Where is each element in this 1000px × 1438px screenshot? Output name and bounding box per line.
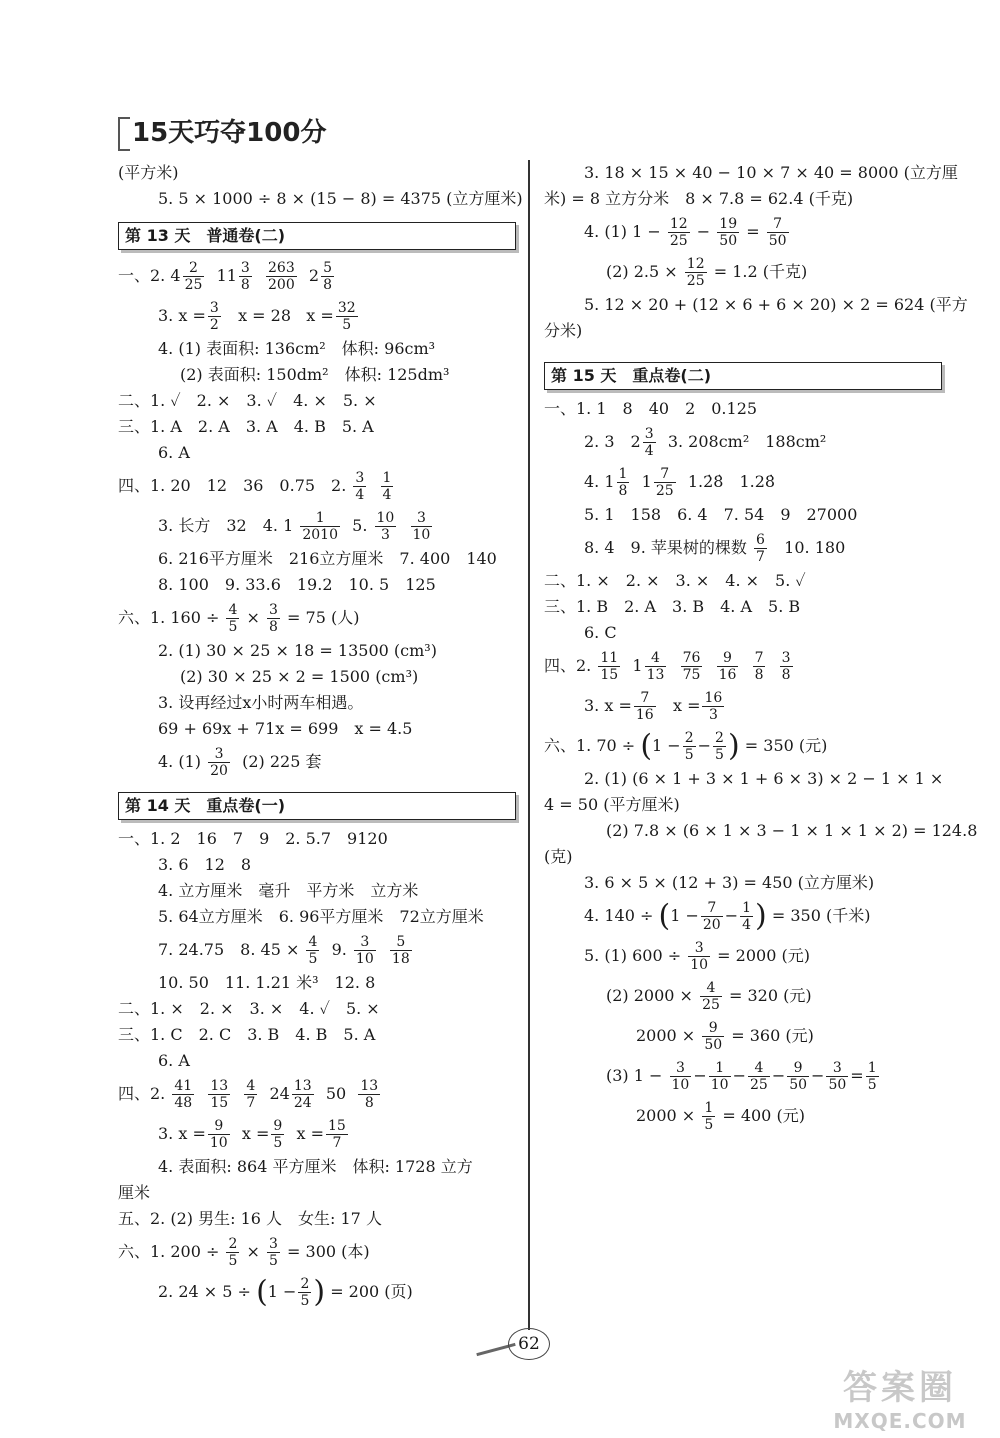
answer-line: 8. 100 9. 33.6 19.2 10. 5 125 <box>158 575 436 594</box>
text: − <box>696 222 711 241</box>
text: = 75 (人) <box>287 608 360 627</box>
text: 4. 1 <box>584 472 615 491</box>
text: 4. 140 ÷ <box>584 906 654 925</box>
answer-line: 5. 12 × 20 + (12 × 6 + 6 × 20) × 2 = 624 (平方 <box>584 295 968 314</box>
text: = 350 (千米) <box>771 906 871 925</box>
fraction: $\frac{4}{7}$ <box>246 1078 256 1111</box>
text: − <box>724 906 739 925</box>
text: 六、1. 200 ÷ <box>118 1242 220 1261</box>
whole: 24 <box>269 1084 290 1103</box>
answer-line: 五、2. (2) 男生: 16 人 女生: 17 人 <box>118 1209 382 1228</box>
text: 5. <box>352 516 368 535</box>
fraction: $\frac{7}{25}$ <box>655 466 674 499</box>
fraction: $\frac{7}{50}$ <box>768 216 787 249</box>
answer-line: 6. A <box>158 443 190 462</box>
text: 1 − <box>652 736 681 755</box>
fraction: $\frac{3}{8}$ <box>269 602 278 635</box>
text: = 360 (元) <box>731 1026 814 1045</box>
whole: 2 <box>308 266 320 285</box>
whole: 1 <box>632 656 643 675</box>
answer-line: 69 + 69x + 71x = 699 x = 4.5 <box>158 719 413 738</box>
answer-line <box>118 506 516 546</box>
answer-line <box>118 466 516 506</box>
answer-line: (2) 表面积: 150dm² 体积: 125dm³ <box>180 365 450 384</box>
text: 六、1. 160 ÷ <box>118 608 220 627</box>
answer-line: 5. 1 158 6. 4 7. 54 9 27000 <box>584 505 858 524</box>
left-column <box>118 160 523 1312</box>
fraction: $\frac{3}{10}$ <box>671 1060 690 1093</box>
answer-line <box>544 1056 942 1096</box>
text: 3. x = <box>158 1124 206 1143</box>
fraction: $\frac{2}{5}$ <box>300 1276 310 1309</box>
answer-line <box>544 528 942 568</box>
fraction: $\frac{1}{5}$ <box>704 1100 714 1133</box>
text: 六、1. 70 ÷ <box>544 736 636 755</box>
item-label: 一、2. <box>118 266 166 285</box>
fraction: $\frac{4}{25}$ <box>749 1060 768 1093</box>
fraction: $\frac{3}{10}$ <box>412 510 431 543</box>
answer-line <box>118 930 516 970</box>
answer-line <box>544 1096 942 1136</box>
answer-line: 4. (1) 表面积: 136cm² 体积: 96cm³ <box>158 339 436 358</box>
text: 4. (1) <box>158 752 202 771</box>
answer-line: 分米) <box>544 321 583 340</box>
answer-line: 厘米 <box>118 1183 151 1202</box>
fraction: $\frac{11}{15}$ <box>600 650 619 683</box>
text: = <box>746 222 760 241</box>
text: − <box>811 1066 825 1085</box>
fraction: $\frac{6}{7}$ <box>755 532 765 565</box>
fraction: $\frac{12}{25}$ <box>669 216 688 249</box>
page-number: 62 <box>508 1328 550 1360</box>
answer-line <box>118 296 516 336</box>
answer-line <box>544 936 942 976</box>
section-heading-day13: 第 13 天 普通卷(二) <box>118 222 516 250</box>
text: 50 <box>325 1084 347 1103</box>
fraction: $\frac{2}{5}$ <box>684 730 694 763</box>
answer-line: 一、1. 1 8 40 2 0.125 <box>544 399 758 418</box>
fraction: $\frac{2}{5}$ <box>715 730 724 763</box>
answer-line: (克) <box>544 847 573 866</box>
fraction: $\frac{13}{8}$ <box>360 1078 379 1111</box>
text: 四、2. <box>118 1084 166 1103</box>
fraction: $\frac{5}{8}$ <box>323 260 333 293</box>
fraction: $\frac{9}{50}$ <box>704 1020 723 1053</box>
fraction: $\frac{12}{25}$ <box>686 256 705 289</box>
text: 1 − <box>267 1282 297 1301</box>
fraction: $\frac{4}{13}$ <box>646 650 665 683</box>
answer-line: 3. 18 × 15 × 40 − 10 × 7 × 40 = 8000 (立方厘 <box>584 163 958 182</box>
fraction: $\frac{13}{15}$ <box>210 1078 229 1111</box>
text: 9. <box>331 940 347 959</box>
text: x = 28 <box>238 306 292 325</box>
answer-line: (2) 30 × 25 × 2 = 1500 (cm³) <box>180 667 419 686</box>
text: 3. x = <box>158 306 206 325</box>
fraction: $\frac{1}{5}$ <box>867 1060 877 1093</box>
fraction: $\frac{3}{8}$ <box>781 650 791 683</box>
text: 1 <box>641 472 652 491</box>
fraction: $\frac{1}{10}$ <box>710 1060 729 1093</box>
whole: 11 <box>216 266 237 285</box>
answer-line <box>544 1016 942 1056</box>
text: 3. x = <box>584 696 632 715</box>
fraction: $\frac{9}{16}$ <box>718 650 737 683</box>
text: = 200 (页) <box>330 1282 413 1301</box>
text: − <box>693 1066 707 1085</box>
answer-line <box>118 1232 516 1272</box>
fraction: $\frac{32}{5}$ <box>337 300 356 333</box>
text: = 350 (元) <box>744 736 828 755</box>
text: 8. 4 9. 苹果树的棵数 <box>584 538 747 557</box>
answer-line <box>118 1114 516 1154</box>
text: (2) 225 套 <box>242 752 322 771</box>
fraction: $\frac{16}{3}$ <box>704 690 723 723</box>
answer-line: 2. (1) (6 × 1 + 3 × 1 + 6 × 3) × 2 − 1 × 1 × <box>584 769 944 788</box>
text: 5. (1) 600 ÷ <box>584 946 682 965</box>
text: − <box>771 1066 786 1085</box>
answer-line: 2. 24 × 5 ÷ (1 − $\frac{2}{5}$ ) = 200 (页) <box>158 1274 413 1310</box>
section-heading-day14: 第 14 天 重点卷(一) <box>118 792 516 820</box>
text: = 300 (本) <box>287 1242 370 1261</box>
answer-line <box>544 646 942 686</box>
fraction: $\frac{7}{8}$ <box>754 650 764 683</box>
book-title <box>118 112 326 151</box>
whole: 4 <box>170 266 181 285</box>
fraction: $\frac{4}{5}$ <box>228 602 238 635</box>
text: (2) 2000 × <box>606 986 693 1005</box>
text: = 320 (元) <box>728 986 812 1005</box>
text: 1 − <box>670 906 699 925</box>
answer-line <box>544 252 942 292</box>
fraction: $\frac{2}{25}$ <box>184 260 203 293</box>
text: = 1.2 (千克) <box>713 262 808 281</box>
fraction: $\frac{76}{75}$ <box>682 650 701 683</box>
text: − <box>697 736 712 755</box>
watermark-logo-text: 答案圈 <box>843 1368 957 1408</box>
answer-line: 3. 6 × 5 × (12 + 3) = 450 (立方厘米) <box>584 873 875 892</box>
fraction: $\frac{1}{4}$ <box>382 470 392 503</box>
answer-line: 4 = 50 (平方厘米) <box>544 795 680 814</box>
fraction: $\frac{7}{16}$ <box>635 690 654 723</box>
fraction: $\frac{3}{8}$ <box>240 260 250 293</box>
fraction: $\frac{9}{5}$ <box>273 1118 283 1151</box>
answer-line: 三、1. B 2. A 3. B 4. A 5. B <box>544 597 801 616</box>
fraction: $\frac{4}{25}$ <box>702 980 720 1013</box>
text: 四、2. <box>544 656 592 675</box>
answer-line <box>544 422 942 462</box>
answer-line: 5. 5 × 1000 ÷ 8 × (15 − 8) = 4375 (立方厘米) <box>158 189 523 208</box>
text: 2000 × <box>636 1106 696 1125</box>
text: x = <box>306 306 334 325</box>
text: 4. (1) 1 − <box>584 222 661 241</box>
column-divider <box>528 160 530 1330</box>
answer-line <box>544 686 942 726</box>
answer-line: 2. (1) 30 × 25 × 18 = 13500 (cm³) <box>158 641 437 660</box>
fraction: $\frac{3}{50}$ <box>828 1060 847 1093</box>
answer-line: 10. 50 11. 1.21 米³ 12. 8 <box>158 973 376 992</box>
text: 四、1. 20 12 36 0.75 2. <box>118 476 347 495</box>
answer-line <box>118 742 516 782</box>
fraction: $\frac{19}{50}$ <box>719 216 738 249</box>
fraction: $\frac{3}{10}$ <box>355 934 374 967</box>
answer-line: 6. C <box>584 623 617 642</box>
answer-line <box>544 976 942 1016</box>
fraction: $\frac{2}{5}$ <box>228 1236 238 1269</box>
answer-line: 6. A <box>158 1051 190 1070</box>
text: (3) 1 − <box>606 1066 663 1085</box>
answer-line <box>118 1074 516 1114</box>
answer-line: 5. 64立方厘米 6. 96平方厘米 72立方厘米 <box>158 907 484 926</box>
fraction: $\frac{3}{20}$ <box>210 746 228 779</box>
text: 2. 3 2 <box>584 432 641 451</box>
answer-line: 4. 140 ÷ (1 − $\frac{7}{20}$ − $\frac{1}{4}$ ) = 350 (千米) <box>584 898 871 934</box>
fraction: $\frac{7}{20}$ <box>702 900 721 933</box>
book-title-text: 15天巧夺100分 <box>132 118 327 148</box>
text: 7. 24.75 8. 45 × <box>158 940 300 959</box>
answer-line: 3. 设再经过x小时两车相遇。 <box>158 693 364 712</box>
fraction: $\frac{3}{4}$ <box>644 426 654 459</box>
text: 2. 24 × 5 ÷ <box>158 1282 251 1301</box>
fraction: $\frac{3}{10}$ <box>690 940 709 973</box>
text: x = <box>672 696 701 715</box>
text: − <box>732 1066 746 1085</box>
answer-line: 二、1. × 2. × 3. × 4. × 5. ✓ <box>544 571 806 590</box>
answer-line: 4. 表面积: 864 平方厘米 体积: 1728 立方 <box>158 1157 473 1176</box>
answer-line: 三、1. A 2. A 3. A 4. B 5. A <box>118 417 374 436</box>
text: = <box>850 1066 864 1085</box>
text: (2) 2.5 × <box>606 262 678 281</box>
text: × <box>246 608 260 627</box>
answer-line: 六、1. 70 ÷ (1 − $\frac{2}{5}$ − $\frac{2}{5}$ ) = 350 (元) <box>544 728 828 764</box>
watermark <box>810 1360 990 1433</box>
answer-line: 一、1. 2 16 7 9 2. 5.7 9120 <box>118 829 388 848</box>
answer-line: 二、1. ✓ 2. × 3. ✓ 4. × 5. × <box>118 391 377 410</box>
fraction: $\frac{10}{3}$ <box>376 510 395 543</box>
answer-line: (平方米) <box>118 163 179 182</box>
fraction: $\frac{3}{2}$ <box>209 300 219 333</box>
answer-line: 米) = 8 立方分米 8 × 7.8 = 62.4 (千克) <box>544 189 854 208</box>
text: 3. 长方 32 4. 1 <box>158 516 294 535</box>
section-heading-day15: 第 15 天 重点卷(二) <box>544 362 942 390</box>
fraction: $\frac{3}{5}$ <box>269 1236 278 1269</box>
fraction: $\frac{263}{200}$ <box>268 260 295 293</box>
fraction: $\frac{1}{4}$ <box>742 900 752 933</box>
text: 10. 180 <box>784 538 846 557</box>
fraction: $\frac{1}{2010}$ <box>302 510 338 543</box>
answer-line <box>544 212 942 252</box>
answer-line <box>544 462 942 502</box>
answer-line: (2) 7.8 × (6 × 1 × 3 − 1 × 1 × 1 × 2) = 124.8 <box>606 821 978 840</box>
text: 3. 208cm² 188cm² <box>667 432 827 451</box>
text: x = <box>241 1124 270 1143</box>
fraction: $\frac{41}{48}$ <box>174 1078 193 1111</box>
fraction: $\frac{3}{4}$ <box>355 470 365 503</box>
right-column <box>544 160 978 1136</box>
text: = 400 (元) <box>722 1106 805 1125</box>
fraction: $\frac{5}{18}$ <box>391 934 410 967</box>
text: = 2000 (元) <box>717 946 810 965</box>
answer-line <box>118 256 516 296</box>
fraction: $\frac{4}{5}$ <box>308 934 318 967</box>
text: 2000 × <box>636 1026 696 1045</box>
fraction: $\frac{13}{24}$ <box>293 1078 312 1111</box>
answer-line: 3. 6 12 8 <box>158 855 252 874</box>
fraction: $\frac{9}{50}$ <box>789 1060 808 1093</box>
fraction: $\frac{9}{10}$ <box>209 1118 228 1151</box>
text: x = <box>296 1124 324 1143</box>
text: × <box>246 1242 260 1261</box>
answer-line <box>118 598 516 638</box>
text: 1.2̇8̇ 1.28̇ <box>687 472 776 491</box>
answer-line: 二、1. × 2. × 3. × 4. ✓ 5. × <box>118 999 380 1018</box>
answer-line: 三、1. C 2. C 3. B 4. B 5. A <box>118 1025 376 1044</box>
fraction: $\frac{1}{8}$ <box>618 466 628 499</box>
watermark-url: MXQE.COM <box>833 1409 967 1433</box>
title-bracket-icon <box>118 117 130 151</box>
fraction: $\frac{15}{7}$ <box>328 1118 346 1151</box>
answer-line: 6. 216平方厘米 216立方厘米 7. 400 140 <box>158 549 497 568</box>
answer-line: 4. 立方厘米 毫升 平方米 立方米 <box>158 881 419 900</box>
